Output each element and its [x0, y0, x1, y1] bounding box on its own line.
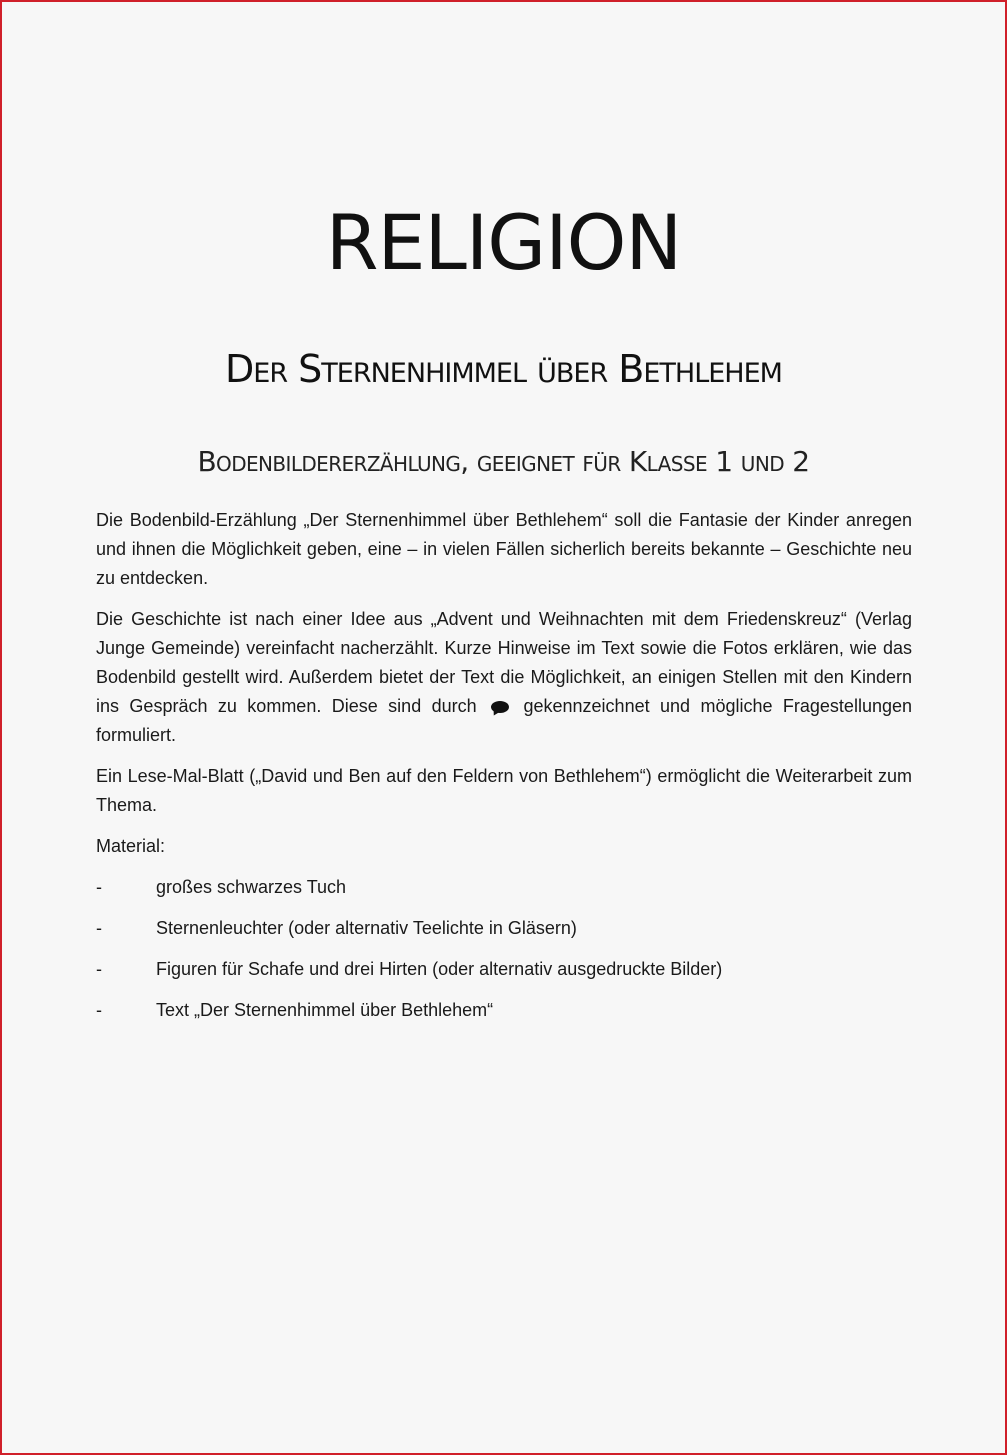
page-subtitle: Der Sternenhimmel über Bethlehem	[225, 347, 782, 391]
story-paragraph-text-after: gekennzeichnet und mögliche Fragestellungen formuliert.	[96, 696, 912, 745]
body-text	[96, 506, 912, 1037]
list-marker: -	[96, 918, 102, 938]
page-subsubtitle: Bodenbildererzählung, geeignet für Klasse 1 und 2	[197, 445, 810, 478]
list-item-text: Text „Der Sternenhimmel über Bethlehem“	[156, 1000, 494, 1020]
list-marker: -	[96, 959, 102, 979]
material-label: Material:	[96, 836, 166, 856]
list-item-text: großes schwarzes Tuch	[156, 877, 347, 897]
story-paragraph	[96, 605, 912, 750]
intro-paragraph: Die Bodenbild-Erzählung „Der Sternenhimmel über Bethlehem“ soll die Fantasie der Kinder anregen und ihnen die Möglichkeit geben, eine – in vielen Fällen sicherlich bereits bekannte – Geschichte neu zu entdecken.	[96, 510, 912, 588]
list-item	[96, 996, 912, 1025]
list-marker: -	[96, 1000, 102, 1020]
story-paragraph-text-before: Die Geschichte ist nach einer Idee aus „Advent und Weihnachten mit dem Friedenskreuz“ (Verlag Junge Gemeinde) vereinfacht nacherzählt. Kurze Hinweise im Text sowie die Fotos erklären, wie das Bodenbild gestellt wird. Außerdem bietet der Text die Möglichkeit, an einigen Stellen mit den Kindern ins Gespräch zu kommen. Diese sind durch	[96, 609, 912, 716]
list-marker: -	[96, 877, 102, 897]
speech-bubble-icon	[491, 701, 509, 713]
page-title: RELIGION	[325, 198, 682, 287]
list-item	[96, 873, 912, 902]
list-item-text: Figuren für Schafe und drei Hirten (oder alternativ ausgedruckte Bilder)	[156, 959, 723, 979]
list-item	[96, 955, 912, 984]
worksheet-paragraph: Ein Lese-Mal-Blatt („David und Ben auf den Feldern von Bethlehem“) ermöglicht die Weiterarbeit zum Thema.	[96, 766, 912, 815]
list-item	[96, 914, 912, 943]
list-item-text: Sternenleuchter (oder alternativ Teelichte in Gläsern)	[156, 918, 577, 938]
material-list	[96, 873, 912, 1025]
